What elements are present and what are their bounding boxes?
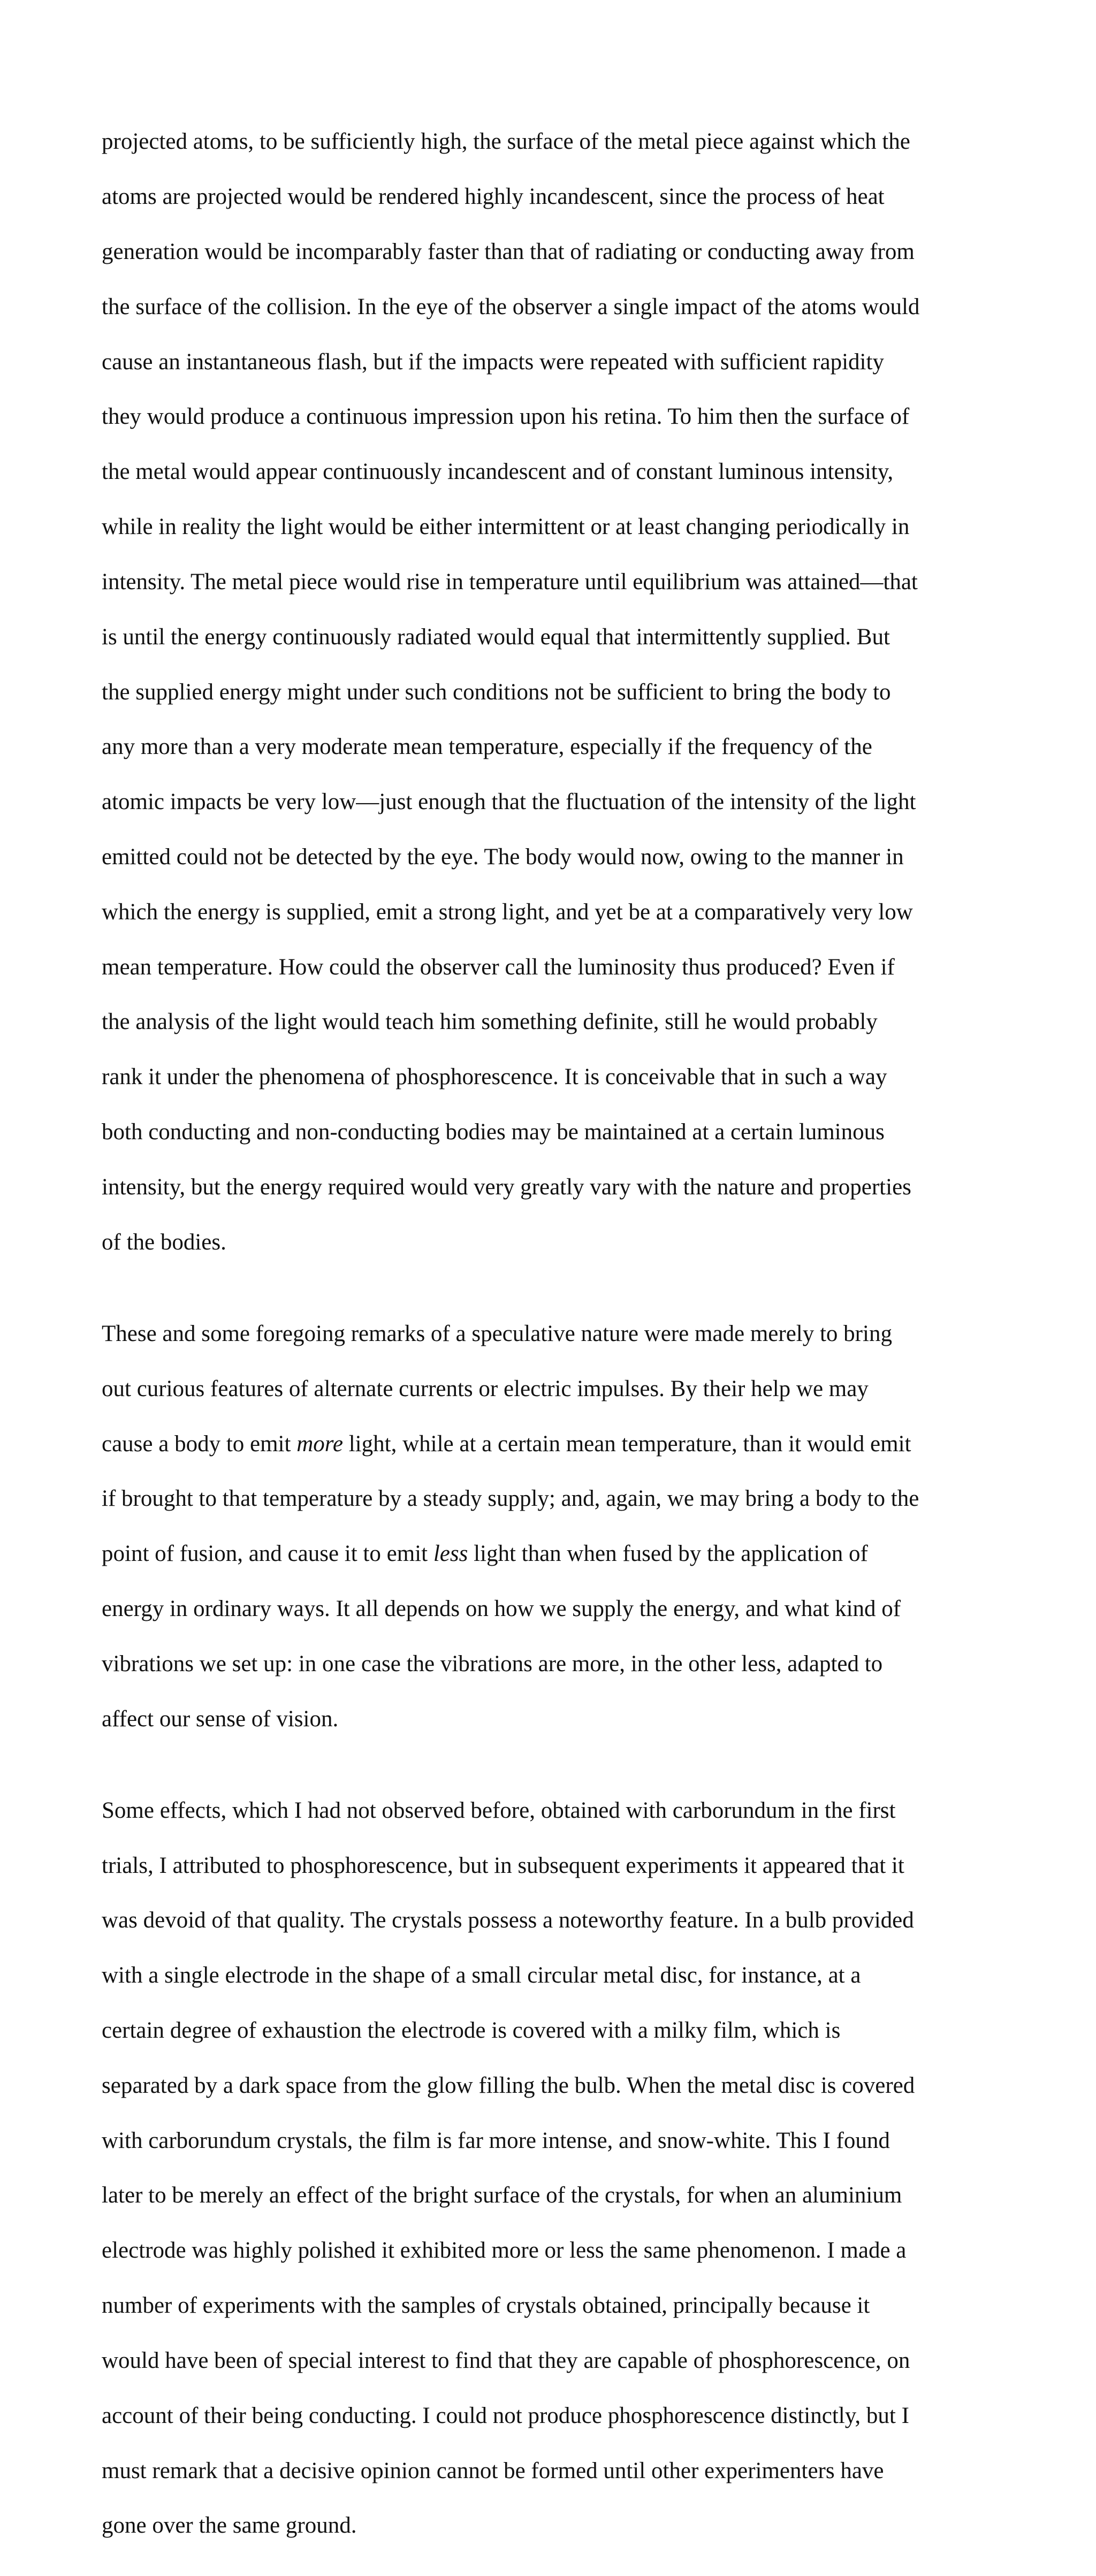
text-line: projected atoms, to be sufficiently high, the surface of the metal piece against which the: [102, 129, 910, 155]
text-line: both conducting and non-conducting bodies may be maintained at a certain luminous: [102, 1119, 885, 1145]
text-line: Some effects, which I had not observed before, obtained with carborundum in the first: [102, 1797, 896, 1823]
text-line: separated by a dark space from the glow filling the bulb. When the metal disc is covered: [102, 2072, 915, 2098]
text-line: These and some foregoing remarks of a speculative nature were made merely to bring: [102, 1321, 892, 1346]
text-line: intensity. The metal piece would rise in temperature until equilibrium was attained—that: [102, 569, 918, 595]
text-line: trials, I attributed to phosphorescence, but in subsequent experiments it appeared that it: [102, 1853, 904, 1878]
text-line: was devoid of that quality. The crystals possess a noteworthy feature. In a bulb provided: [102, 1908, 914, 1933]
text-line: electrode was highly polished it exhibited more or less the same phenomenon. I made a: [102, 2238, 907, 2263]
text-line: the metal would appear continuously incandescent and of constant luminous intensity,: [102, 459, 894, 485]
text-line: intensity, but the energy required would very greatly vary with the nature and properties: [102, 1174, 911, 1200]
text-line: rank it under the phenomena of phosphorescence. It is conceivable that in such a way: [102, 1064, 887, 1090]
text-line: while in reality the light would be either intermittent or at least changing periodically in: [102, 514, 910, 540]
paragraph-3: [102, 1769, 1006, 2567]
text-line: is until the energy continuously radiated would equal that intermittently supplied. But: [102, 624, 890, 650]
text-line: later to be merely an effect of the bright surface of the crystals, for when an aluminium: [102, 2183, 902, 2208]
text-line: the analysis of the light would teach him something definite, still he would probably: [102, 1009, 878, 1035]
text-line: if brought to that temperature by a steady supply; and, again, we may bring a body to the: [102, 1486, 919, 1512]
text-line-with-emphasis: [102, 1430, 1006, 1458]
text-line: any more than a very moderate mean temperature, especially if the frequency of the: [102, 734, 872, 760]
text-line: would have been of special interest to find that they are capable of phosphorescence, on: [102, 2348, 910, 2373]
text-line: atoms are projected would be rendered highly incandescent, since the process of heat: [102, 184, 885, 210]
text-segment: light than when fused by the application of: [468, 1541, 868, 1567]
document-page: [102, 101, 1006, 2576]
text-line: number of experiments with the samples of crystals obtained, principally because it: [102, 2293, 870, 2319]
emphasized-word: less: [433, 1541, 468, 1567]
text-line: atomic impacts be very low—just enough that the fluctuation of the intensity of the light: [102, 789, 916, 815]
text-line: which the energy is supplied, emit a strong light, and yet be at a comparatively very low: [102, 899, 913, 925]
text-line: account of their being conducting. I could not produce phosphorescence distinctly, but I: [102, 2403, 909, 2428]
text-line: they would produce a continuous impression upon his retina. To him then the surface of: [102, 404, 910, 430]
emphasized-word: more: [296, 1431, 343, 1457]
text-line: must remark that a decisive opinion cannot be formed until other experimenters have: [102, 2458, 884, 2483]
text-line: vibrations we set up: in one case the vibrations are more, in the other less, adapted to: [102, 1651, 883, 1676]
text-line: with carborundum crystals, the film is far more intense, and snow-white. This I found: [102, 2128, 890, 2153]
text-line: with a single electrode in the shape of a small circular metal disc, for instance, at a: [102, 1963, 861, 1988]
text-line: the surface of the collision. In the eye of the observer a single impact of the atoms would: [102, 294, 920, 319]
text-line: emitted could not be detected by the eye. The body would now, owing to the manner in: [102, 844, 904, 870]
text-segment: light, while at a certain mean temperature, than it would emit: [342, 1431, 911, 1457]
text-line: affect our sense of vision.: [102, 1706, 339, 1732]
text-line: cause an instantaneous flash, but if the impacts were repeated with sufficient rapidity: [102, 349, 884, 375]
text-line: energy in ordinary ways. It all depends on how we supply the energy, and what kind of: [102, 1596, 901, 1621]
paragraph-1: [102, 101, 1006, 1283]
text-line: generation would be incomparably faster than that of radiating or conducting away from: [102, 239, 915, 265]
paragraph-2: [102, 1292, 1006, 1760]
text-line: mean temperature. How could the observer call the luminosity thus produced? Even if: [102, 954, 895, 980]
text-segment: point of fusion, and cause it to emit: [102, 1541, 433, 1567]
text-line: out curious features of alternate currents or electric impulses. By their help we may: [102, 1376, 869, 1401]
text-line: of the bodies.: [102, 1229, 226, 1255]
text-line-with-emphasis: [102, 1540, 1006, 1567]
text-segment: cause a body to emit: [102, 1431, 297, 1457]
text-line: certain degree of exhaustion the electrode is covered with a milky film, which is: [102, 2018, 841, 2044]
text-line: gone over the same ground.: [102, 2513, 357, 2539]
text-line: the supplied energy might under such conditions not be sufficient to bring the body to: [102, 679, 891, 705]
